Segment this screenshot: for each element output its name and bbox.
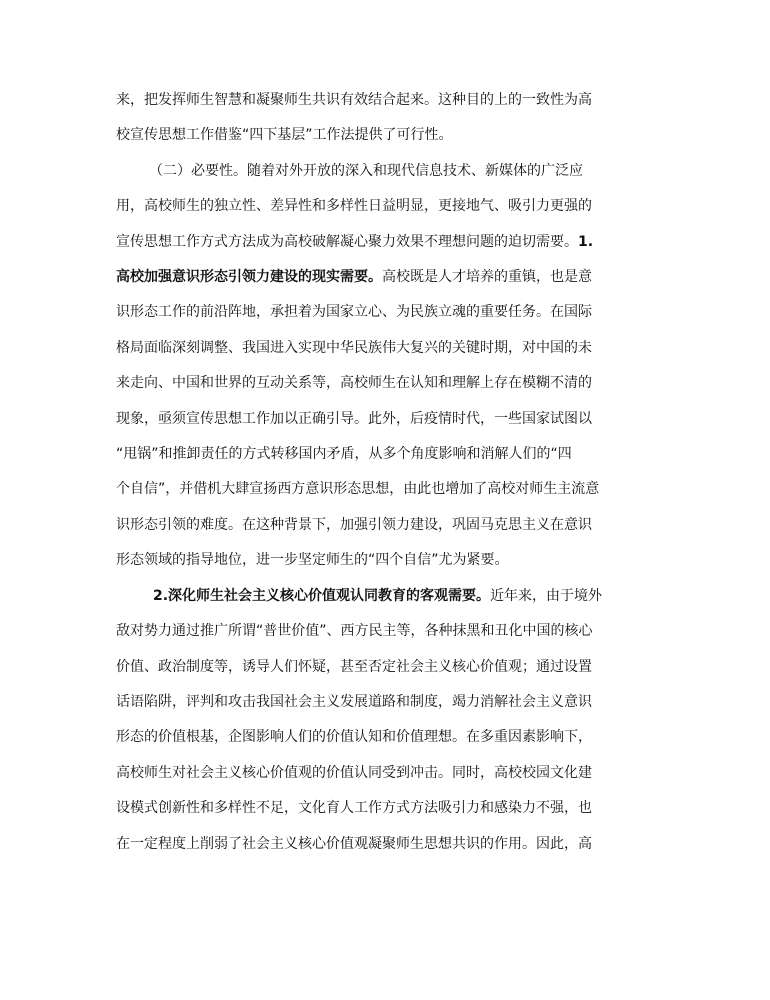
text-line: 话语陷阱，评判和攻击我国社会主义发展道路和制度，竭力消解社会主义意识 [116, 693, 592, 710]
text-line: 高校师生对社会主义核心价值观的价值认同受到冲击。同时，高校校园文化建 [116, 764, 592, 781]
text-line: 校宣传思想工作借鉴“四下基层”工作法提供了可行性。 [116, 127, 453, 144]
document-body [116, 83, 656, 862]
text-line: 价值、政治制度等，诱导人们怀疑，甚至否定社会主义核心价值观；通过设置 [116, 658, 592, 675]
text-line: 识形态引领的难度。在这种背景下，加强引领力建设，巩固马克思主义在意识 [116, 516, 592, 533]
text-line: （二）必要性。随着对外开放的深入和现代信息技术、新媒体的广泛应 [149, 162, 583, 179]
paragraph-core-values [116, 579, 656, 862]
text-line: 识形态工作的前沿阵地，承担着为国家立心、为民族立魂的重要任务。在国际 [116, 304, 592, 321]
paragraph-necessity [116, 154, 656, 579]
text-line [116, 579, 656, 614]
text-run: 宣传思想工作方式方法成为高校破解凝心聚力效果不理想问题的迫切需要。 [116, 233, 578, 250]
text-run: 高校既是人才培养的重镇，也是意 [382, 269, 592, 286]
text-line: 现象，亟须宣传思想工作加以正确引导。此外，后疫情时代，一些国家试图以 [116, 410, 592, 427]
text-line [116, 225, 656, 260]
bold-heading: 1. [578, 233, 594, 250]
text-line: 格局面临深刻调整、我国进入实现中华民族伟大复兴的关键时期，对中国的未 [116, 339, 592, 356]
text-line [116, 260, 656, 295]
text-line: 形态的价值根基，企图影响人们的价值认知和价值理想。在多重因素影响下， [116, 729, 592, 746]
text-line: “甩锅”和推卸责任的方式转移国内矛盾，从多个角度影响和消解人们的“四 [116, 446, 572, 463]
bold-heading: 高校加强意识形态引领力建设的现实需要。 [116, 269, 382, 286]
bold-heading: 2.深化师生社会主义核心价值观认同教育的客观需要。 [153, 587, 491, 604]
text-line: 在一定程度上削弱了社会主义核心价值观凝聚师生思想共识的作用。因此，高 [116, 835, 592, 852]
text-line: 设模式创新性和多样性不足，文化育人工作方式方法吸引力和感染力不强，也 [116, 800, 592, 817]
text-line: 形态领域的指导地位，进一步坚定师生的“四个自信”尤为紧要。 [116, 552, 509, 569]
text-line: 来走向、中国和世界的互动关系等，高校师生在认知和理解上存在模糊不清的 [116, 375, 592, 392]
text-line: 用，高校师生的独立性、差异性和多样性日益明显，更接地气、吸引力更强的 [116, 198, 592, 215]
paragraph-feasibility-end [116, 83, 656, 154]
text-line: 个自信”，并借机大肆宣扬西方意识形态思想，由此也增加了高校对师生主流意 [116, 481, 600, 498]
text-line: 敌对势力通过推广所谓“普世价值”、西方民主等，各种抹黑和丑化中国的核心 [116, 623, 593, 640]
text-line: 来，把发挥师生智慧和凝聚师生共识有效结合起来。这种目的上的一致性为高 [116, 92, 592, 108]
text-run: 近年来，由于境外 [490, 587, 603, 604]
